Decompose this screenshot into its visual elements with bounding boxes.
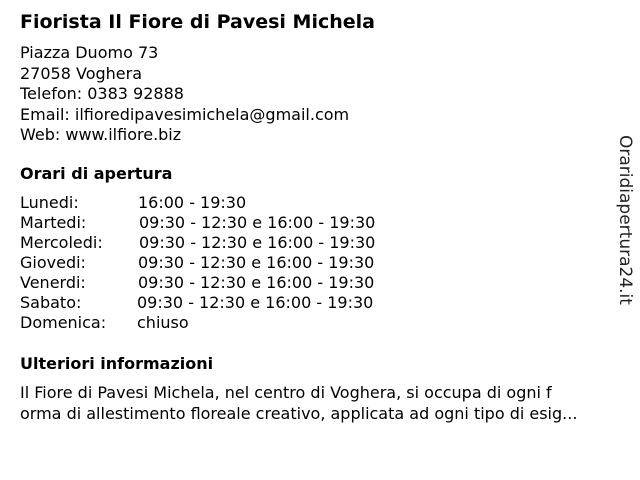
hours-time: 09:30 - 12:30 e 16:00 - 19:30 <box>138 273 375 292</box>
brand-watermark[interactable] <box>612 135 636 313</box>
phone-line[interactable]: Telefon: 0383 92888 <box>20 84 184 103</box>
address-city: 27058 Voghera <box>20 63 142 83</box>
info-description <box>20 383 625 424</box>
hours-day: Mercoledi: <box>20 233 103 252</box>
hours-day: Giovedi: <box>20 253 86 272</box>
email-line[interactable]: Email: ilfioredipavesimichela@gmail.com <box>20 104 350 124</box>
hours-time: 16:00 - 19:30 <box>138 193 247 212</box>
hours-day: Domenica: <box>20 313 107 332</box>
brand-watermark-text: Oraridiapertura24.it <box>615 135 635 305</box>
hours-time: chiuso <box>137 313 189 332</box>
hours-day: Lunedi: <box>20 193 79 212</box>
info-line: Il Fiore di Pavesi Michela, nel centro di Voghera, si occupa di ogni f <box>20 383 552 402</box>
hours-day: Venerdi: <box>20 273 86 292</box>
business-name: Fiorista Il Fiore di Pavesi Michela <box>20 11 375 33</box>
hours-time: 09:30 - 12:30 e 16:00 - 19:30 <box>137 293 374 312</box>
hours-heading: Orari di apertura <box>20 164 173 183</box>
hours-time: 09:30 - 12:30 e 16:00 - 19:30 <box>138 253 375 272</box>
hours-day: Sabato: <box>20 293 82 312</box>
info-line: orma di allestimento floreale creativo, applicata ad ogni tipo di esig... <box>20 403 578 423</box>
hours-day: Martedi: <box>20 213 87 232</box>
address-street: Piazza Duomo 73 <box>20 43 159 62</box>
info-heading: Ulteriori informazioni <box>20 354 214 373</box>
contact-block <box>20 43 349 146</box>
hours-time: 09:30 - 12:30 e 16:00 - 19:30 <box>139 213 376 232</box>
web-line[interactable]: Web: www.ilfiore.biz <box>20 125 182 144</box>
hours-time: 09:30 - 12:30 e 16:00 - 19:30 <box>139 233 376 252</box>
